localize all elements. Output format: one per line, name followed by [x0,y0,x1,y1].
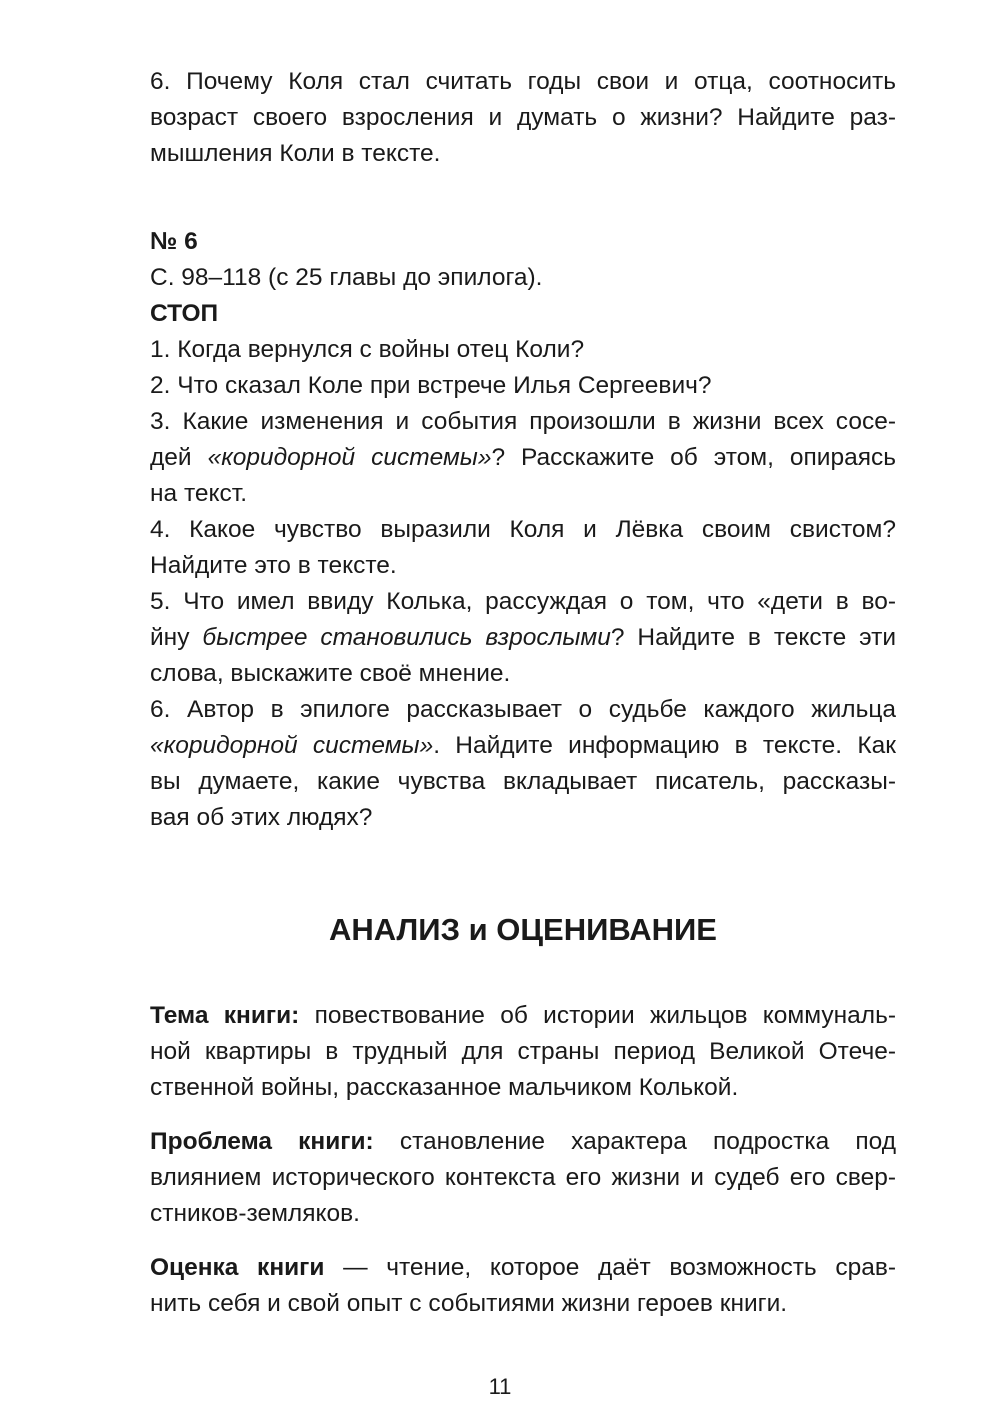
text-line: 3. Какие изменения и события произошли в жизни всех сосе- [150,408,896,435]
text-line [150,620,896,656]
text-line: вы думаете, какие чувства вкладывает писатель, рассказы- [150,768,896,795]
text-line: ственной войны, рассказанное мальчиком Колькой. [150,1074,739,1101]
text-line [150,1250,896,1286]
text-span: ? Расскажите об этом, опираясь [491,444,896,471]
page-number: 11 [488,1374,512,1399]
question-5-6 [150,64,896,172]
problem-paragraph [150,1124,896,1232]
text-span: — чтение, которое даёт возможность срав- [324,1254,896,1281]
text-span: повествование об истории жильцов коммуналь- [299,1002,897,1029]
italic-quote: быстрее становились взрослыми [202,624,611,651]
text-line [150,728,896,764]
text-line: влиянием исторического контекста его жизни и судеб его свер- [150,1164,896,1191]
analysis-heading: АНАЛИЗ и ОЦЕНИВАНИЕ [329,912,717,947]
theme-paragraph [150,998,896,1106]
text-line: мышления Коли в тексте. [150,140,441,167]
evaluation-label: Оценка книги [150,1254,325,1281]
text-line [150,1124,896,1160]
theme-label: Тема книги: [150,1002,300,1029]
text-line [150,998,896,1034]
question-6 [150,692,896,836]
question-4 [150,512,896,584]
italic-term: «коридорной системы» [150,732,434,759]
text-span: ? Найдите в тексте эти [610,624,897,651]
text-span: становление характера подростка под [373,1128,897,1155]
text-line: ной квартиры в трудный для страны период Великой Отече- [150,1038,896,1065]
text-span: . Найдите информацию в тексте. Как [433,732,896,759]
text-line: 4. Какое чувство выразили Коля и Лёвка своим свистом? [150,516,896,543]
question-3 [150,404,896,512]
pages-range: С. 98–118 (с 25 главы до эпилога). [150,264,543,291]
question-5 [150,584,896,692]
text-line [150,440,896,476]
evaluation-paragraph [150,1250,896,1322]
page-content [150,64,896,1322]
italic-term: «коридорной системы» [207,444,492,471]
stop-label: СТОП [150,300,219,327]
text-line: нить себя и свой опыт с событиями жизни героев книги. [150,1290,788,1317]
text-line: Найдите это в тексте. [150,552,397,579]
text-line: вая об этих людях? [150,804,373,831]
section-number: № 6 [150,228,198,255]
question-1: 1. Когда вернулся с войны отец Коли? [150,336,585,363]
section-6 [150,224,896,836]
text-span: дей [150,444,208,471]
text-line: 6. Автор в эпилоге рассказывает о судьбе каждого жильца [150,696,896,723]
text-line: 5. Что имел ввиду Колька, рассуждая о том, что «дети в во- [150,588,896,615]
problem-label: Проблема книги: [150,1128,374,1155]
text-line: слова, выскажите своё мнение. [150,660,511,687]
text-line: на текст. [150,480,248,507]
question-2: 2. Что сказал Коле при встрече Илья Сергеевич? [150,372,712,399]
text-line: возраст своего взросления и думать о жизни? Найдите раз- [150,104,896,131]
text-span: йну [150,624,203,651]
text-line: стников-земляков. [150,1200,360,1227]
text-line: 6. Почему Коля стал считать годы свои и отца, соотносить [150,68,896,95]
